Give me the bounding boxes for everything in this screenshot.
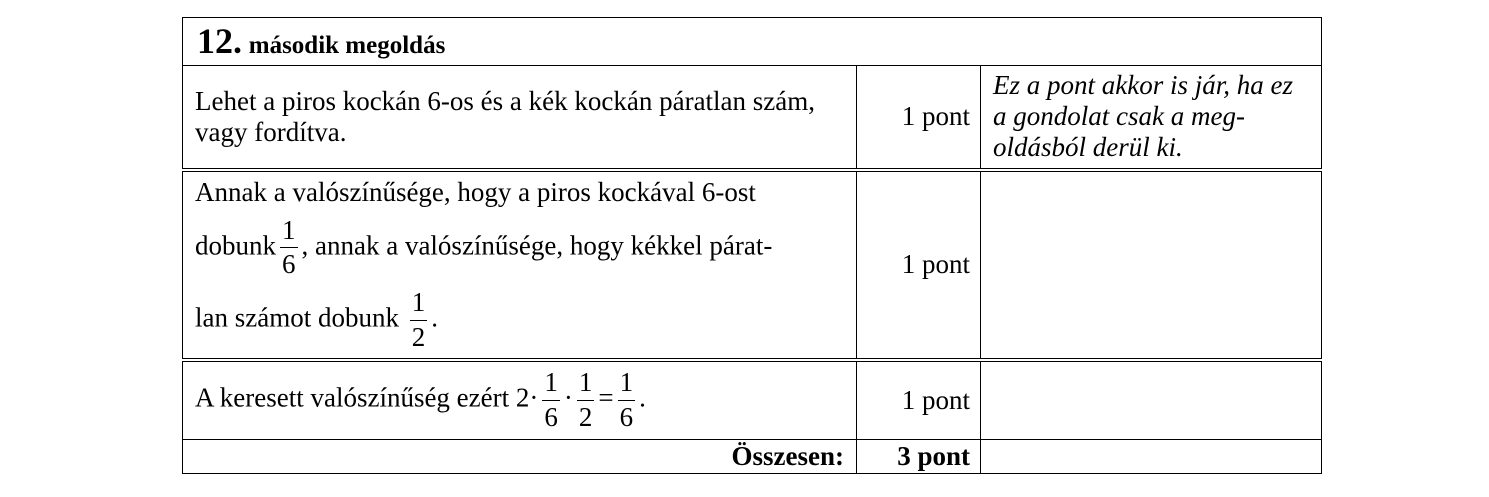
note-step-1: Ez a pont akkor is jár, ha ez a gondolat csak a meg-oldásból derül ki. <box>981 66 1322 170</box>
step-3-text: . <box>639 382 646 413</box>
equals-sign: = <box>598 382 614 413</box>
multiply-dot: · <box>529 382 539 413</box>
title-row <box>183 18 1322 66</box>
step-2-line-3 <box>195 288 844 352</box>
step-2-line-1: Annak a valószínűsége, hogy a piros kockával 6-ost <box>195 176 756 207</box>
coefficient: 2 <box>515 382 530 413</box>
note-step-2 <box>981 170 1322 360</box>
step-2-text: , annak a valószínűsége, hogy kékkel párat- <box>301 230 773 261</box>
scoring-table <box>182 17 1322 474</box>
step-2-text: lan számot dobunk <box>195 302 399 333</box>
fraction-numerator: 1 <box>410 288 428 321</box>
solution-step-1: Lehet a piros kockán 6-os és a kék kockán páratlan szám, vagy fordítva. <box>183 66 857 170</box>
fraction-one-half <box>410 288 428 352</box>
step-3-text: A keresett valószínűség ezért <box>195 382 510 413</box>
fraction-one-sixth <box>618 368 636 432</box>
fraction-denominator: 2 <box>578 401 593 432</box>
total-row <box>183 440 1322 474</box>
solution-step-3 <box>183 360 857 440</box>
problem-number: 12. <box>197 20 242 61</box>
fraction-denominator: 6 <box>619 401 634 432</box>
note-step-3 <box>981 360 1322 440</box>
problem-title: második megoldás <box>248 31 446 59</box>
fraction-denominator: 6 <box>282 249 296 280</box>
step-2-line-2 <box>195 216 844 280</box>
fraction-one-sixth <box>280 216 298 280</box>
title-cell <box>183 18 1322 66</box>
fraction-denominator: 2 <box>411 321 426 352</box>
multiply-dot: · <box>563 382 573 413</box>
points-step-3: 1 pont <box>857 360 981 440</box>
total-points: 3 pont <box>857 440 981 474</box>
fraction-numerator: 1 <box>542 368 560 401</box>
table-row <box>183 170 1322 360</box>
points-step-1: 1 pont <box>857 66 981 170</box>
step-2-text: . <box>431 302 438 333</box>
fraction-one-half <box>577 368 595 432</box>
step-2-text: dobunk <box>195 230 276 261</box>
fraction-numerator: 1 <box>577 368 595 401</box>
table-row <box>183 360 1322 440</box>
fraction-numerator: 1 <box>618 368 636 401</box>
points-step-2: 1 pont <box>857 170 981 360</box>
solution-step-2 <box>183 170 857 360</box>
table-row <box>183 66 1322 170</box>
total-label: Összesen: <box>183 440 857 474</box>
fraction-denominator: 6 <box>544 401 558 432</box>
total-note <box>981 440 1322 474</box>
fraction-numerator: 1 <box>280 216 298 249</box>
fraction-one-sixth <box>542 368 560 432</box>
